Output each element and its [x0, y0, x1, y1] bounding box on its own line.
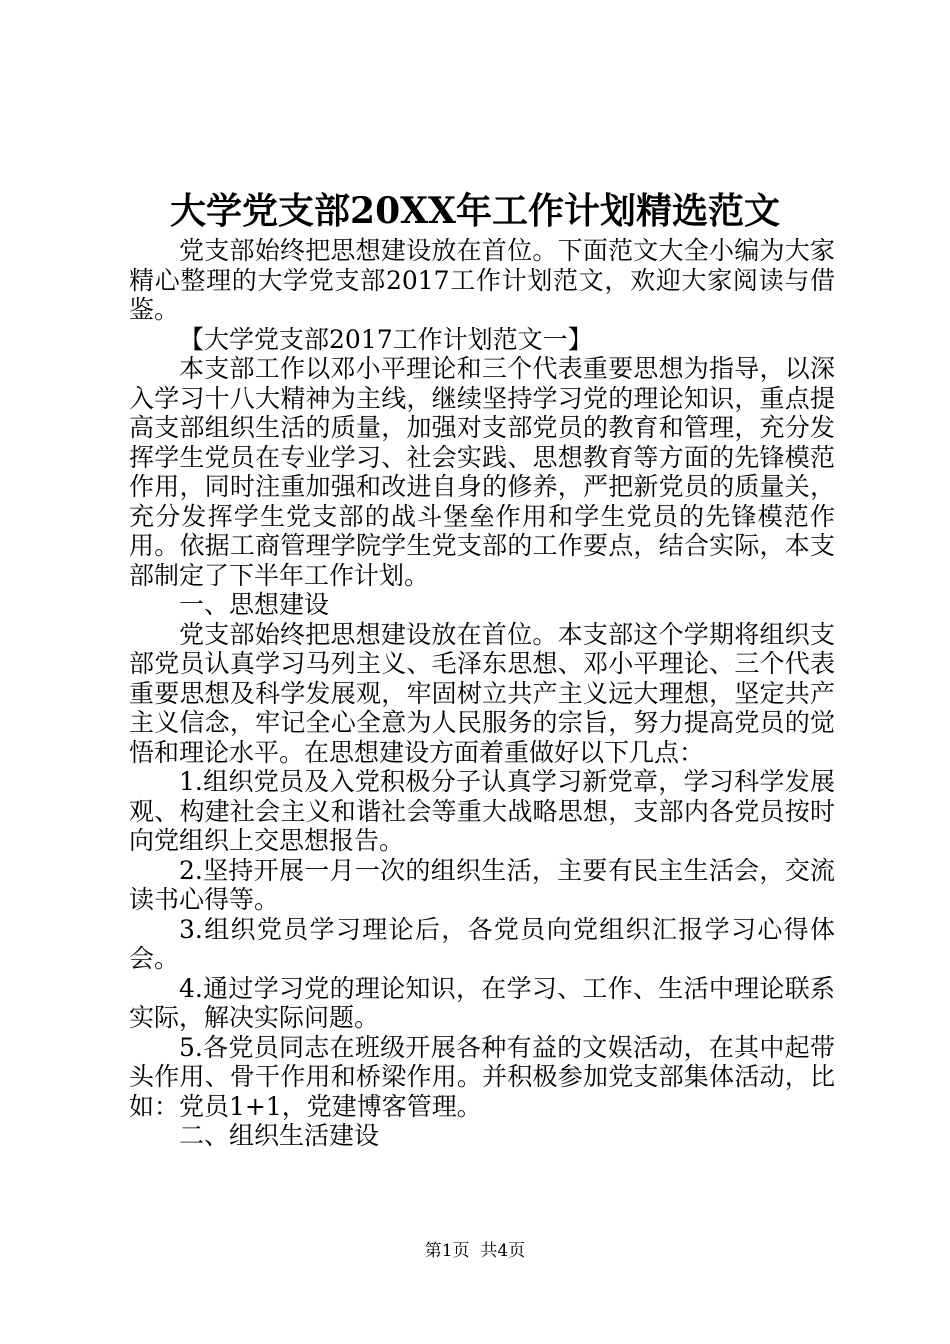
page-number-footer: 第1页 共4页: [424, 1241, 526, 1261]
document-title: 大学党支部20XX年工作计划精选范文: [170, 190, 780, 232]
list-item: 4.通过学习党的理论知识，在学习、工作、生活中理论联系实际，解决实际问题。: [129, 973, 835, 1032]
section-heading-ideology: 一、思想建设: [179, 590, 330, 619]
list-item: 3.组织党员学习理论后，各党员向党组织汇报学习心得体会。: [129, 914, 835, 973]
list-item: 1.组织党员及入党积极分子认真学习新党章，学习科学发展观、构建社会主义和谐社会等重大战略思想，支部内各党员按时向党组织上交思想报告。: [129, 767, 835, 855]
intro-paragraph: 党支部始终把思想建设放在首位。下面范文大全小编为大家精心整理的大学党支部2017工作计划范文，欢迎大家阅读与借鉴。: [129, 236, 835, 324]
document-body: [129, 236, 835, 1151]
section-heading-sample-one: 【大学党支部2017工作计划范文一】: [179, 324, 593, 354]
list-item: 5.各党员同志在班级开展各种有益的文娱活动，在其中起带头作用、骨干作用和桥梁作用。并积极参加党支部集体活动，比如：党员1+1，党建博客管理。: [129, 1032, 835, 1121]
section-heading-organization: 二、组织生活建设: [179, 1121, 380, 1150]
ideology-paragraph: 党支部始终把思想建设放在首位。本支部这个学期将组织支部党员认真学习马列主义、毛泽东思想、邓小平理论、三个代表重要思想及科学发展观，牢固树立共产主义远大理想，坚定共产主义信念，牢记全心全意为人民服务的宗旨，努力提高党员的觉悟和理论水平。在思想建设方面着重做好以下几点：: [129, 619, 835, 767]
overview-paragraph: 本支部工作以邓小平理论和三个代表重要思想为指导，以深入学习十八大精神为主线，继续坚持学习党的理论知识，重点提高支部组织生活的质量，加强对支部党员的教育和管理，充分发挥学生党员在专业学习、社会实践、思想教育等方面的先锋模范作用，同时注重加强和改进自身的修养，严把新党员的质量关，充分发挥学生党支部的战斗堡垒作用和学生党员的先锋模范作用。依据工商管理学院学生党支部的工作要点，结合实际，本支部制定了下半年工作计划。: [129, 354, 835, 590]
list-item: 2.坚持开展一月一次的组织生活，主要有民主生活会，交流读书心得等。: [129, 855, 835, 914]
